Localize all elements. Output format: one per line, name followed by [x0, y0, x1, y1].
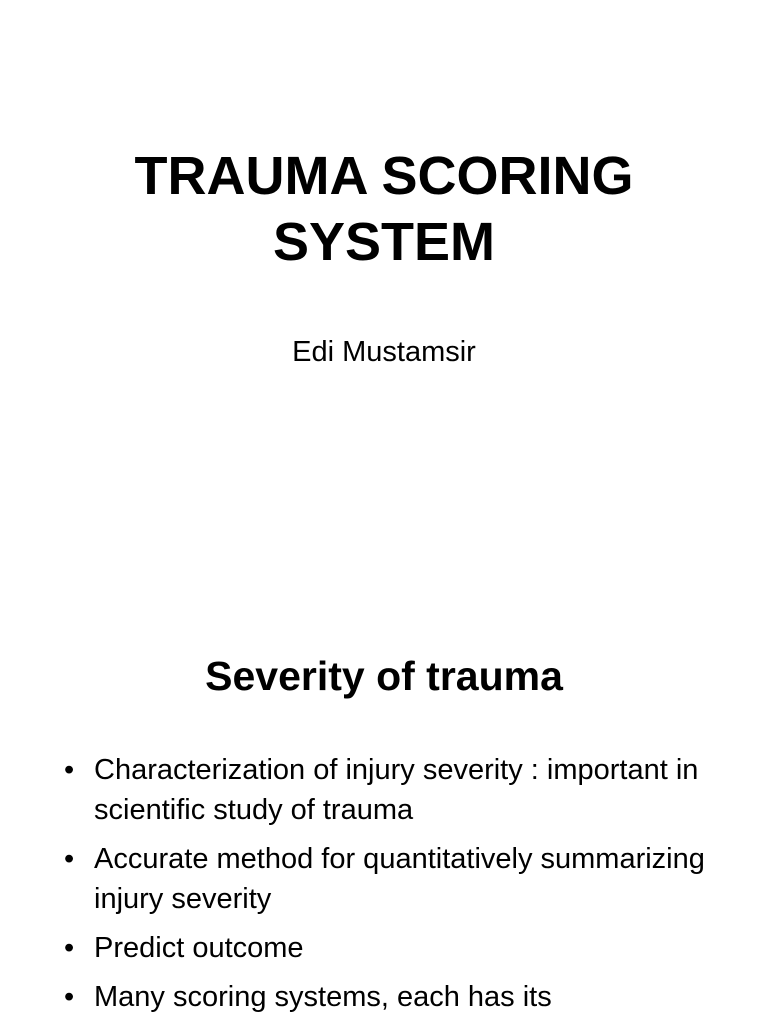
bullet-item — [0, 839, 768, 919]
bullet-item — [0, 928, 768, 968]
slide-title-line-1: TRAUMA SCORING — [134, 146, 634, 206]
author-name: Edi Mustamsir — [292, 336, 476, 368]
bullet-icon: • — [64, 981, 75, 1013]
slide-title-line-2: SYSTEM — [272, 212, 496, 272]
slide-heading: Severity of trauma — [205, 653, 563, 699]
bullet-text: Predict outcome — [94, 932, 304, 964]
bullet-icon: • — [64, 932, 75, 964]
content-slide — [0, 576, 768, 1024]
bullet-text: Many scoring systems, each has its — [94, 981, 552, 1013]
slide-title — [0, 143, 768, 275]
bullet-icon: • — [64, 843, 75, 875]
bullet-text: Accurate method for quantitatively summarizing injury severity — [94, 843, 705, 915]
bullet-item — [0, 750, 768, 830]
bullet-list — [0, 750, 768, 1024]
bullet-icon: • — [64, 754, 75, 786]
bullet-text: Characterization of injury severity : important in scientific study of trauma — [94, 754, 699, 826]
bullet-item — [0, 977, 768, 1017]
